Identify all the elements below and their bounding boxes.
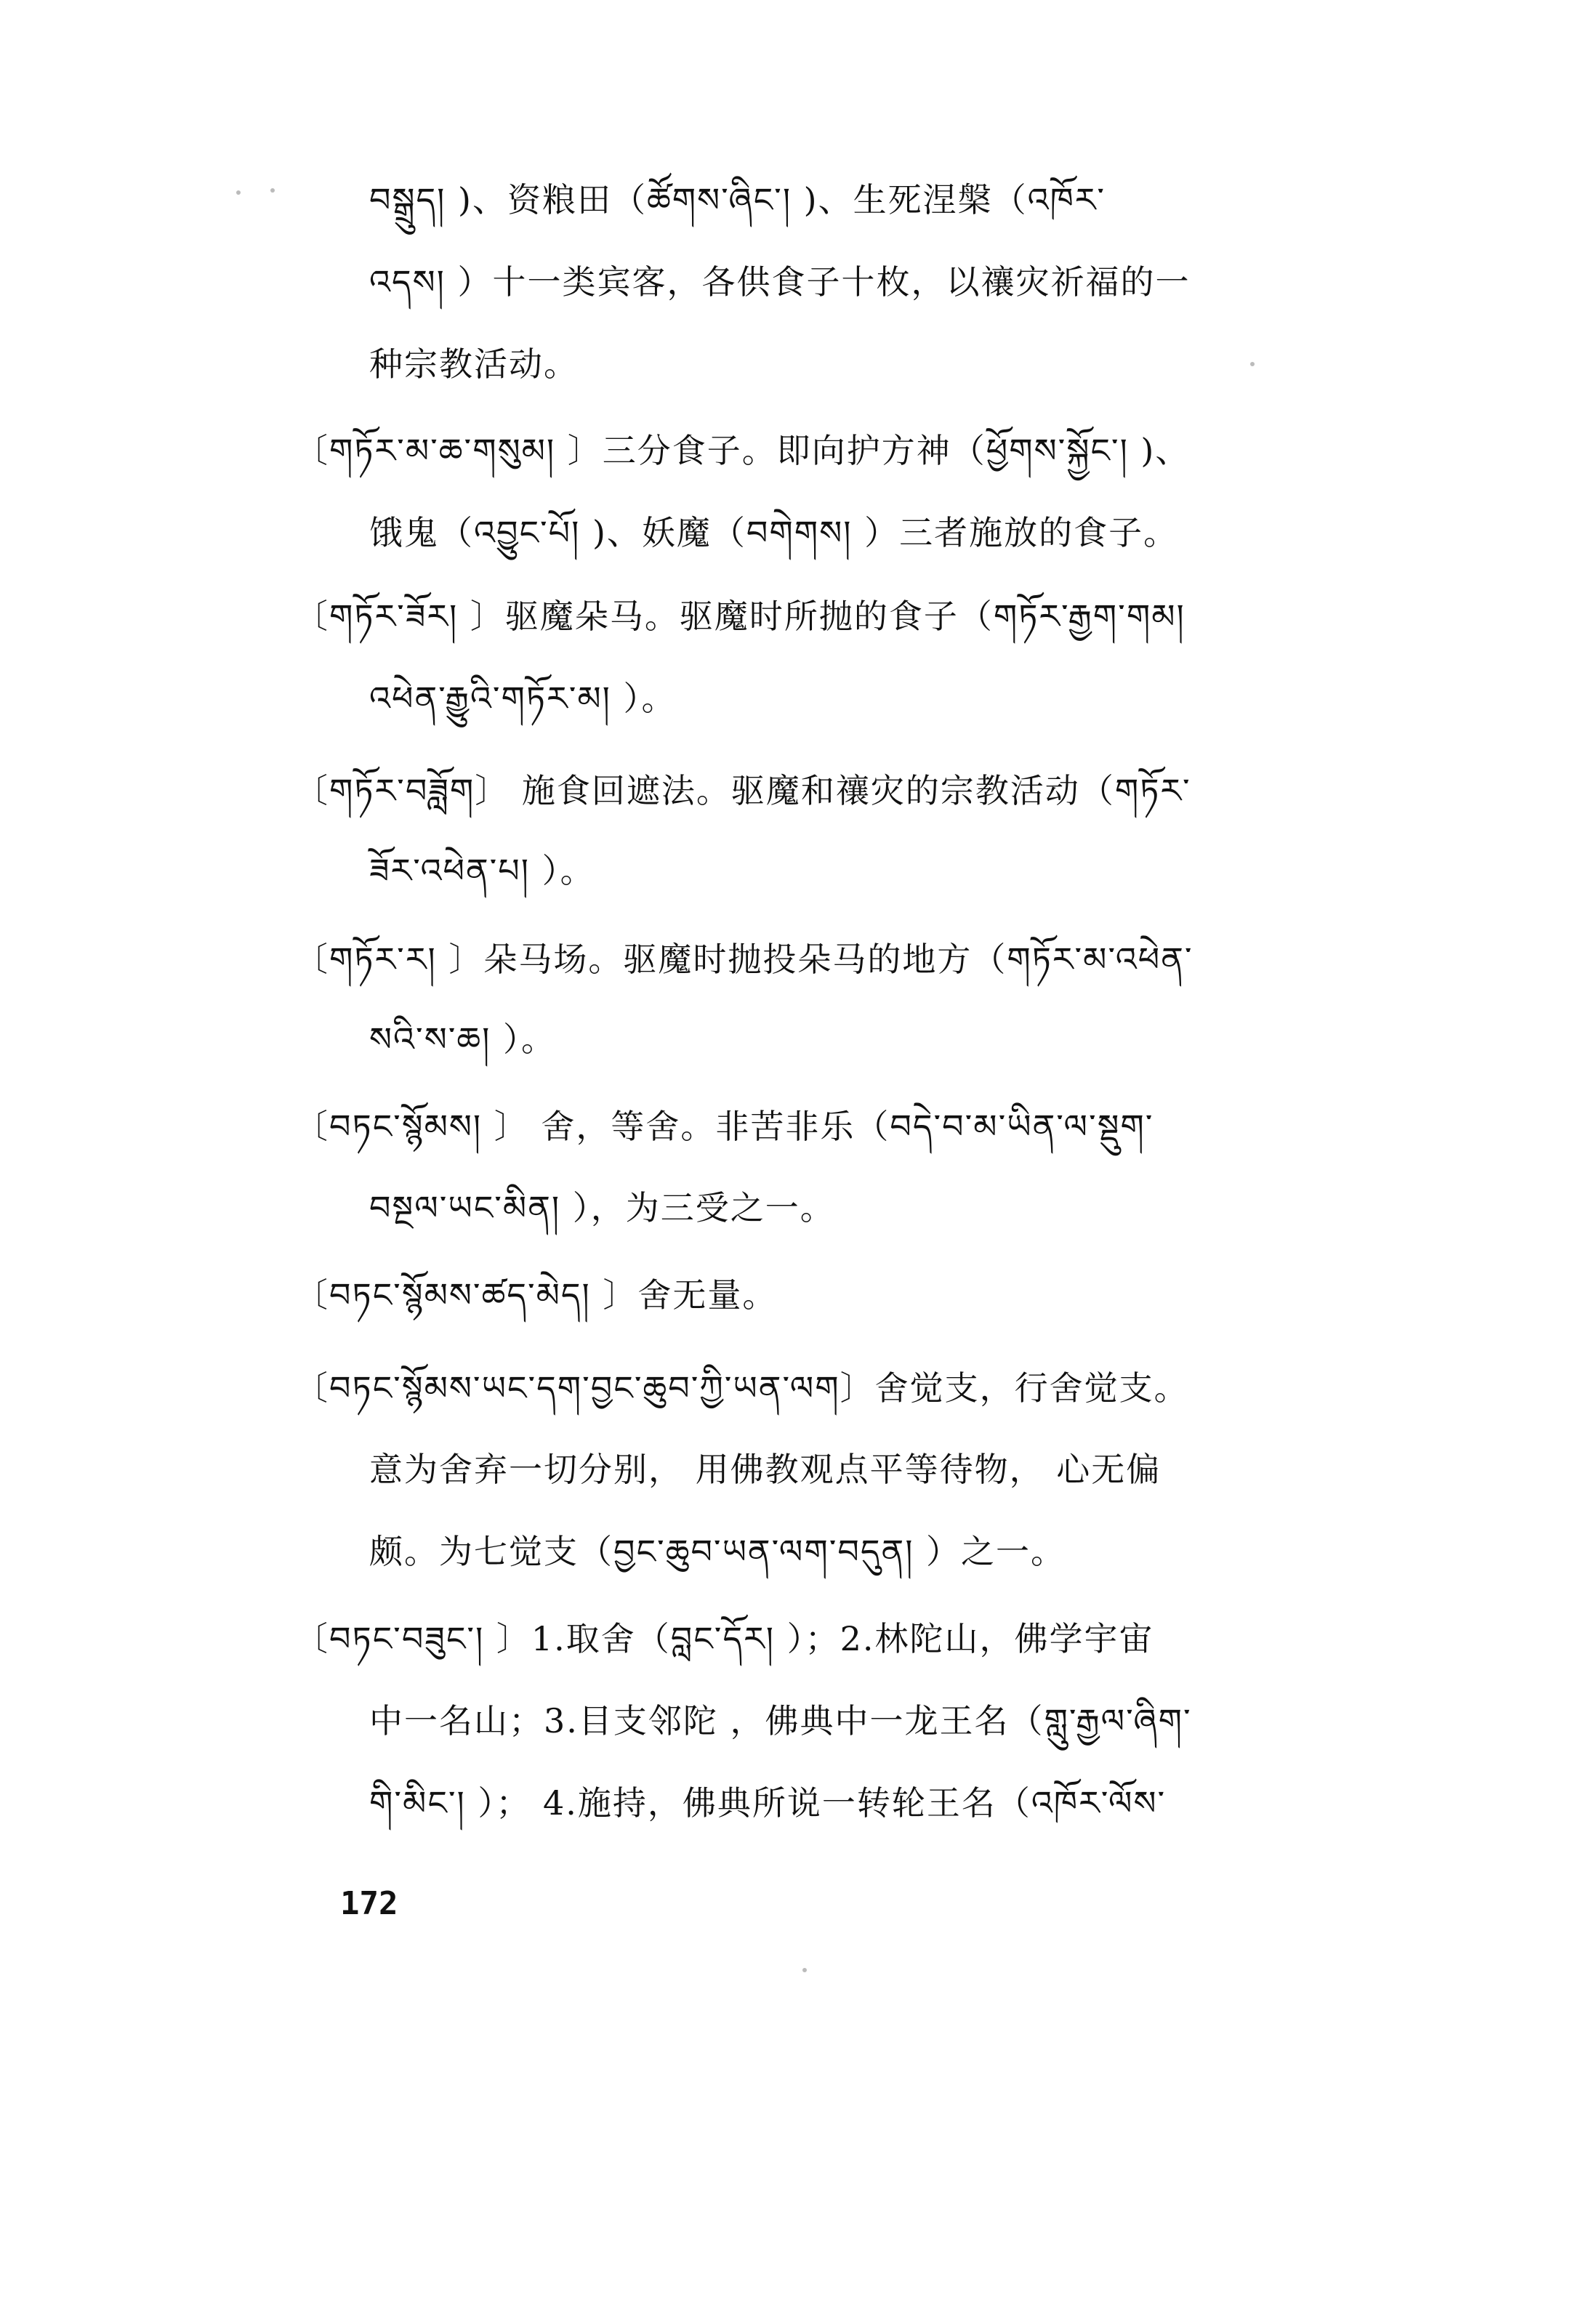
scan-speck [1250, 362, 1255, 366]
entry-continuation-line: འདས། ）十一类宾客，各供食子十枚，以禳灾祈福的一 [369, 262, 1191, 302]
entry-headword-line: 〔གཏོར་ཟོར། 〕驱魔朵马。驱魔时所抛的食子（གཏོར་རྒྱག་གམ། [294, 597, 1185, 636]
entry-continuation-line: འཕེན་རྒྱུའི་གཏོར་མ། ）。 [369, 679, 677, 718]
entry-continuation-line: སའི་ས་ཆ། ）。 [369, 1020, 556, 1059]
entry-continuation-line: 饿鬼（འབྱུང་པོ། )、妖魔（བགེགས། ）三者施放的食子。 [369, 513, 1179, 552]
entry-headword-line: 〔གཏོར་ར། 〕朵马场。驱魔时抛投朵马的地方（གཏོར་མ་འཕེན་ [294, 940, 1193, 979]
entry-headword-line: 〔བཏང་སྙོམས་ཡང་དག་བྱང་ཆུབ་ཀྱི་ཡན་ལག〕舍觉支，行舍觉支。 [294, 1368, 1189, 1408]
entry-continuation-line: 种宗教活动。 [369, 344, 579, 384]
entry-headword-line: 〔བཏང་སྙོམས། 〕 舍，等舍。非苦非乐（བདེ་བ་མ་ཡིན་ལ་སྡུག་ [294, 1107, 1154, 1146]
scan-speck [802, 1968, 807, 1972]
entry-continuation-line: 颇。为七觉支（བྱང་ཆུབ་ཡན་ལག་བདུན། ）之一。 [369, 1532, 1066, 1571]
entry-continuation-line: 中一名山；3.目支邻陀 ，佛典中一龙王名（གླུ་རྒྱལ་ཞིག་ [369, 1701, 1192, 1740]
entry-headword-line: 〔བཏང་སྙོམས་ཚད་མེད། 〕舍无量。 [294, 1275, 778, 1315]
entry-headword-line: 〔གཏོར་བཟློག〕 施食回遮法。驱魔和禳灾的宗教活动（གཏོར་ [294, 771, 1191, 810]
entry-continuation-line: བསྒྲུད། )、资粮田（ཚོགས་ཞིང་། )、生死涅槃（འཁོར་ [369, 180, 1106, 219]
entry-headword-line: 〔བཏང་བཟུང་། 〕1.取舍（བླང་དོར། ）；2.林陀山，佛学宇宙 [294, 1619, 1154, 1658]
scan-speck [236, 190, 241, 195]
entry-continuation-line: བསྔལ་ཡང་མིན། ），为三受之一。 [369, 1188, 835, 1227]
page-number: 172 [340, 1885, 398, 1922]
entry-continuation-line: ཟོར་འཕེན་པ། ）。 [369, 851, 595, 890]
scan-speck [270, 188, 275, 193]
entry-continuation-line: གི་མིང་། ）； 4.施持，佛典所说一转轮王名（འཁོར་ལོས་ [369, 1783, 1167, 1823]
entry-continuation-line: 意为舍弃一切分别， 用佛教观点平等待物， 心无偏 [369, 1450, 1162, 1489]
entry-headword-line: 〔གཏོར་མ་ཆ་གསུམ། 〕三分食子。即向护方神（ཕྱོགས་སྐྱོང་། )、 [294, 431, 1191, 470]
